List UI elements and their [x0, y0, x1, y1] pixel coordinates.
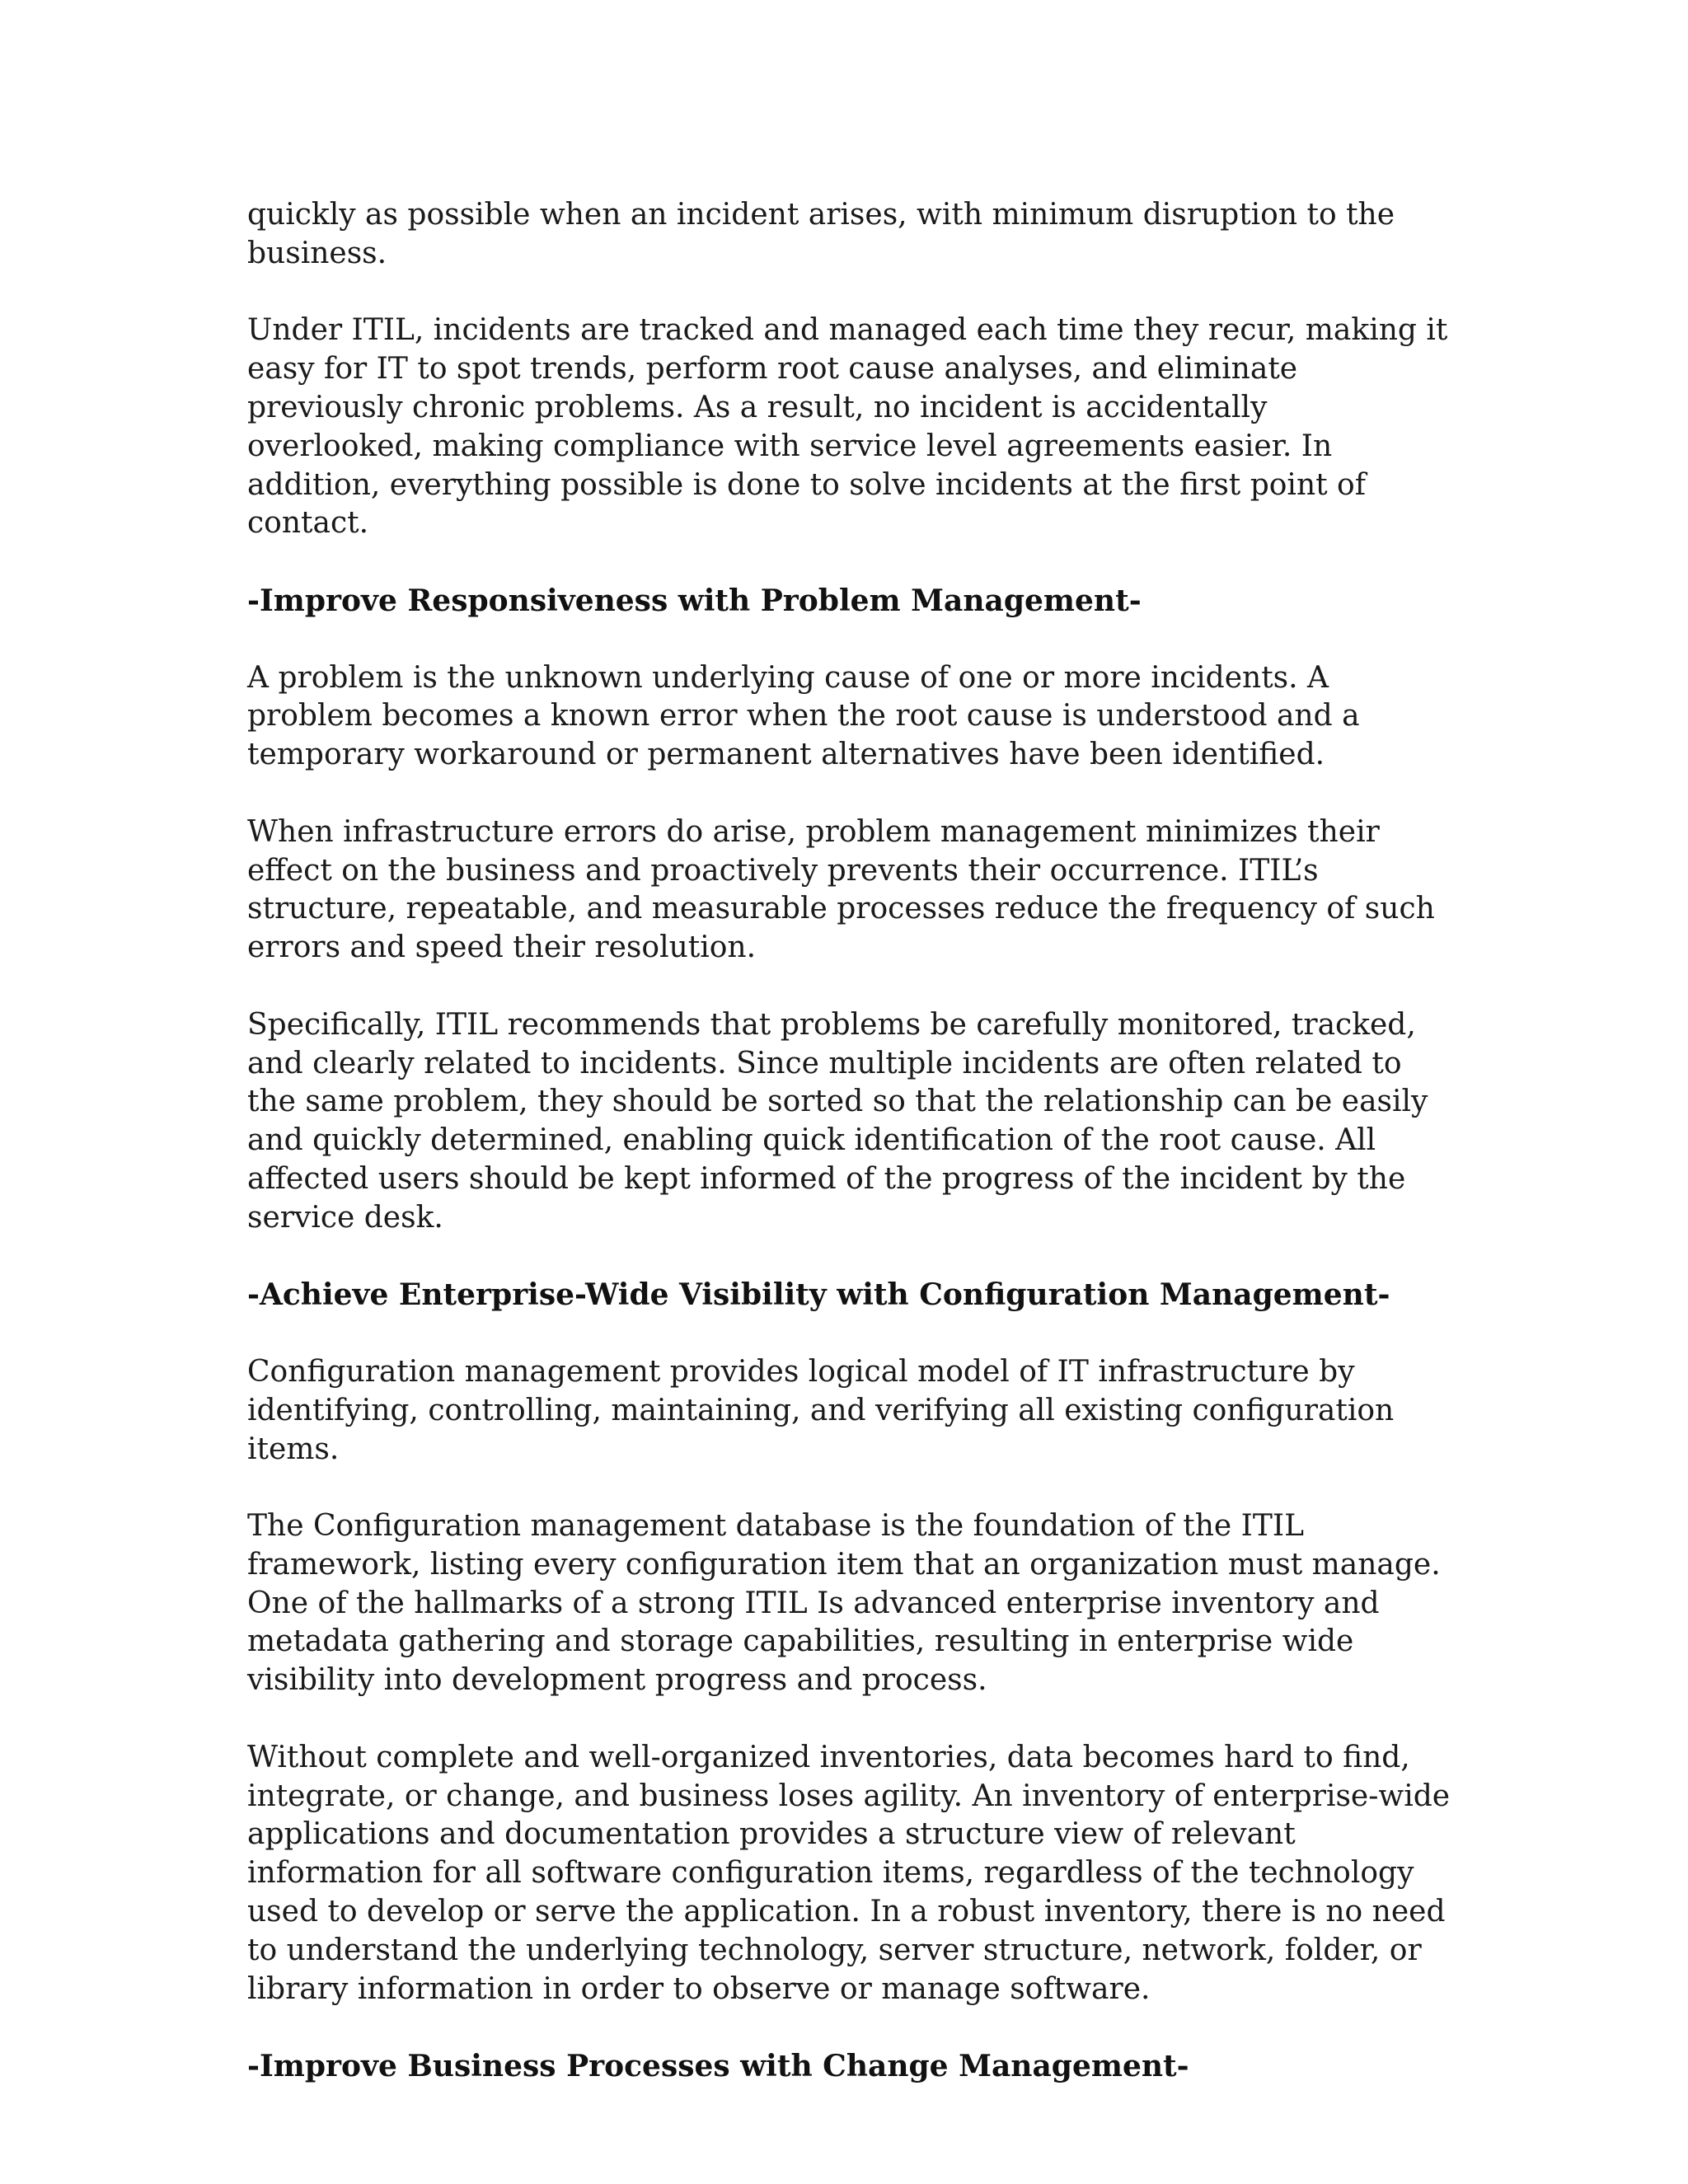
paragraph-cmdb: The Configuration management database is the foundation of the ITIL framework, listing every configuration item that an organization must manage. One of the hallmarks of a strong ITIL Is advanced enterprise inventory and metadata gathering and storage capabilities, resulting in enterprise wide visibility into development progress and process. — [247, 1509, 1441, 1698]
paragraph-configuration-model: Configuration management provides logical model of IT infrastructure by identifying, controlling, maintaining, and verifying all existing configuration items. — [247, 1354, 1395, 1466]
paragraph-itil-recommendations: Specifically, ITIL recommends that problems be carefully monitored, tracked, and clearly related to incidents. Since multiple incidents are often related to the same problem, they should be sorted so that the relationship can be easily and quickly determined, enabling quick identification of the root cause. All affected users should be kept informed of the progress of the incident by the service desk. — [247, 1007, 1428, 1235]
paragraph-inventories: Without complete and well-organized inventories, data becomes hard to find, integrate, or change, and business loses agility. An inventory of enterprise-wide applications and documentation provides a structure view of relevant information for all software configuration items, regardless of the technology used to develop or serve the application. In a robust inventory, there is no need to understand the underlying technology, server structure, network, folder, or library information in order to observe or manage software. — [247, 1740, 1451, 2006]
heading-problem-management: -Improve Responsiveness with Problem Management- — [247, 583, 1142, 618]
document-body — [247, 196, 1451, 2125]
paragraph-problem-definition: A problem is the unknown underlying cause of one or more incidents. A problem becomes a known error when the root cause is understood and a temporary workaround or permanent alternatives have been identified. — [247, 660, 1360, 772]
paragraph-incident-tracking: Under ITIL, incidents are tracked and managed each time they recur, making it easy for IT to spot trends, perform root cause analyses, and eliminate previously chronic problems. As a result, no incident is accidentally overlooked, making compliance with service level agreements easier. In addition, everything possible is done to solve incidents at the first point of contact. — [247, 313, 1448, 541]
heading-change-management: -Improve Business Processes with Change Management- — [247, 2049, 1189, 2084]
paragraph-incident-intro: quickly as possible when an incident arises, with minimum disruption to the business. — [247, 198, 1395, 270]
paragraph-infrastructure-errors: When infrastructure errors do arise, problem management minimizes their effect on the business and proactively prevents their occurrence. ITIL’s structure, repeatable, and measurable processes reduce the frequency of such errors and speed their resolution. — [247, 814, 1435, 965]
heading-configuration-management: -Achieve Enterprise-Wide Visibility with Configuration Management- — [247, 1277, 1390, 1313]
